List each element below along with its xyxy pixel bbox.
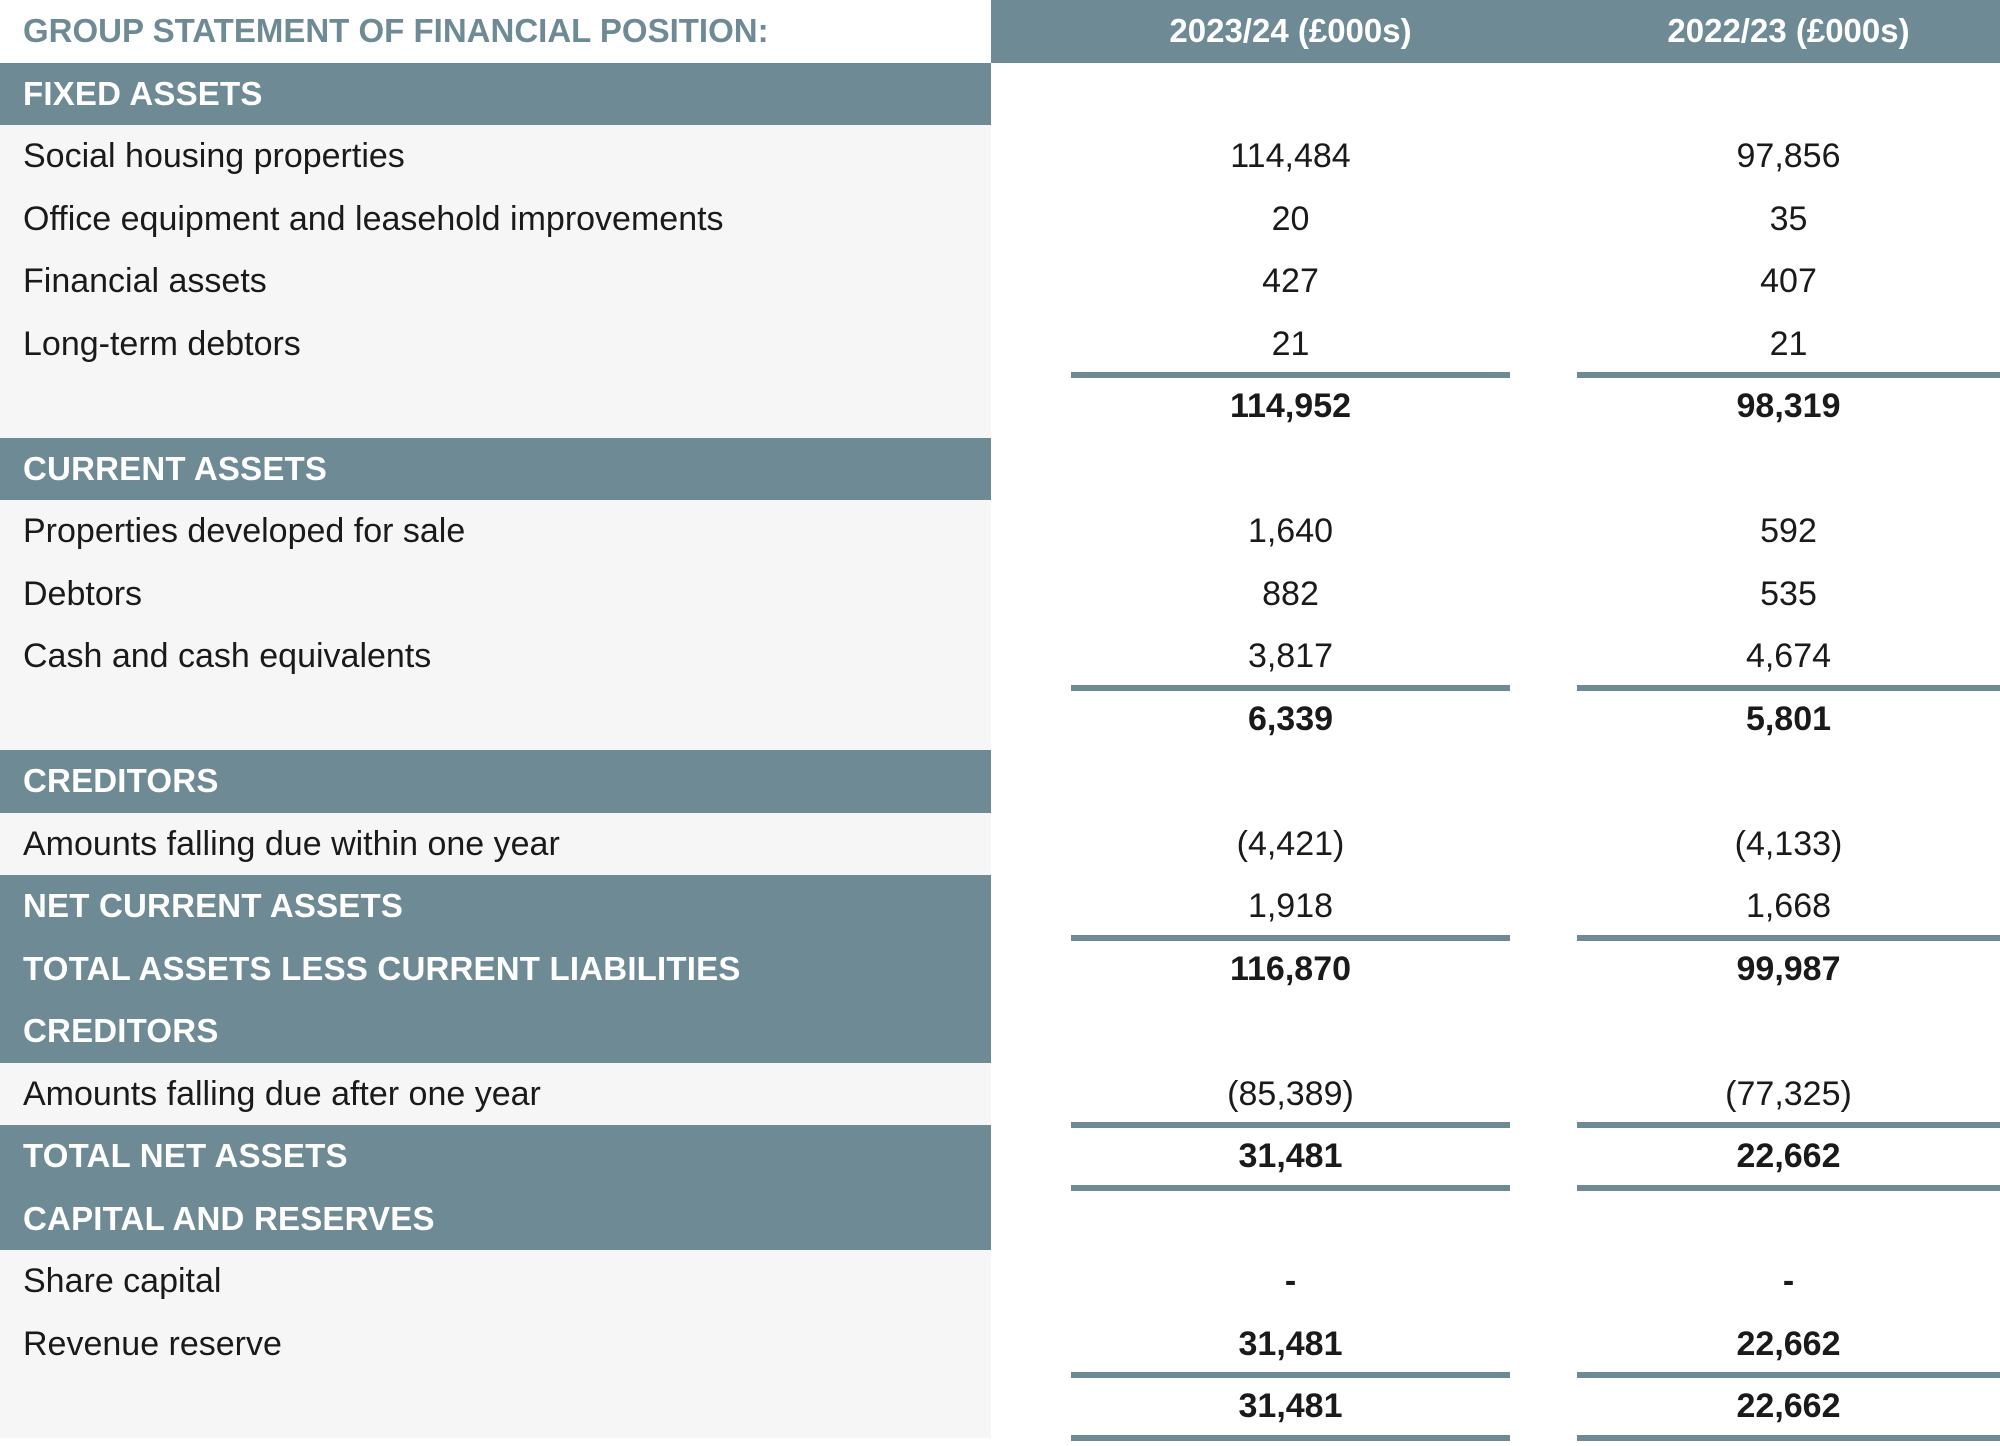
- value-2023-24: 21: [1271, 324, 1310, 363]
- value-2022-23: 407: [1760, 262, 1817, 300]
- value-2023-24: 427: [1262, 262, 1319, 300]
- total-underline: [1577, 935, 2000, 941]
- value-2022-23: [1577, 438, 2000, 501]
- total-underline: [1071, 1372, 1510, 1378]
- value-2023-24: 31,481: [1238, 1387, 1343, 1425]
- total-underline: [1071, 685, 1510, 691]
- value-2022-23: 21: [1769, 324, 1808, 363]
- table-row: [0, 1250, 2000, 1313]
- row-label: [0, 375, 991, 438]
- value-2023-24: 116,870: [1229, 949, 1352, 988]
- row-label: Cash and cash equivalents: [0, 625, 991, 688]
- row-label: Share capital: [0, 1250, 991, 1313]
- table-row: [0, 1000, 2000, 1063]
- table-row: [0, 750, 2000, 813]
- section-heading: CREDITORS: [0, 750, 991, 813]
- value-2023-24: 3,817: [1247, 637, 1334, 675]
- table-row: [0, 563, 2000, 626]
- total-underline: [1577, 1372, 2000, 1378]
- row-label: Revenue reserve: [0, 1313, 991, 1376]
- value-2022-23: 5,801: [1745, 699, 1832, 738]
- value-2022-23: 4,674: [1745, 637, 1832, 675]
- section-heading: NET CURRENT ASSETS: [0, 875, 991, 938]
- table-row: [0, 375, 2000, 438]
- table-row: [0, 250, 2000, 313]
- row-label: [0, 1375, 991, 1438]
- value-2023-24: (85,389): [1227, 1074, 1354, 1113]
- table-row: [0, 688, 2000, 751]
- value-2022-23: 22,662: [1736, 1324, 1841, 1363]
- value-2022-23: (77,325): [1725, 1074, 1852, 1113]
- total-underline: [1071, 1122, 1510, 1128]
- value-2023-24: [1071, 1188, 1510, 1251]
- section-heading: FIXED ASSETS: [0, 63, 991, 126]
- value-2022-23: [1577, 1000, 2000, 1063]
- row-label: [0, 688, 991, 751]
- row-label: Debtors: [0, 563, 991, 626]
- table-row: [0, 1063, 2000, 1126]
- total-underline: [1577, 1435, 2000, 1441]
- column-header-2022-23: 2022/23 (£000s): [1667, 12, 1910, 49]
- value-2023-24: 6,339: [1247, 699, 1334, 738]
- table-row: [0, 1125, 2000, 1188]
- table-row: [0, 813, 2000, 876]
- row-label: Financial assets: [0, 250, 991, 313]
- value-2022-23: 35: [1769, 199, 1808, 238]
- value-2023-24: [1071, 1000, 1510, 1063]
- value-2022-23: 1,668: [1745, 887, 1832, 925]
- table-row: [0, 1188, 2000, 1251]
- value-2022-23: 97,856: [1736, 137, 1841, 175]
- value-2022-23: -: [1782, 1262, 1795, 1300]
- table-row: [0, 188, 2000, 251]
- total-underline: [1577, 685, 2000, 691]
- table-row: [0, 500, 2000, 563]
- value-2023-24: 1,640: [1247, 512, 1334, 550]
- total-underline: [1577, 1122, 2000, 1128]
- value-2022-23: 535: [1760, 574, 1817, 613]
- row-label: Amounts falling due after one year: [0, 1063, 991, 1126]
- table-row: [0, 63, 2000, 126]
- section-heading: TOTAL ASSETS LESS CURRENT LIABILITIES: [0, 938, 991, 1001]
- value-2023-24: 20: [1271, 199, 1310, 238]
- table-row: [0, 875, 2000, 938]
- value-2022-23: 22,662: [1736, 1387, 1841, 1425]
- total-underline: [1071, 1435, 1510, 1441]
- row-label: Office equipment and leasehold improvements: [0, 188, 991, 251]
- table-row: [0, 1313, 2000, 1376]
- total-underline: [1577, 1185, 2000, 1191]
- value-2022-23: 98,319: [1736, 387, 1841, 425]
- value-2022-23: 22,662: [1736, 1137, 1841, 1175]
- value-2023-24: 882: [1262, 574, 1319, 613]
- statement-title: GROUP STATEMENT OF FINANCIAL POSITION:: [0, 0, 991, 63]
- value-2023-24: 31,481: [1238, 1324, 1343, 1363]
- value-2022-23: [1577, 63, 2000, 126]
- value-2023-24: 1,918: [1247, 887, 1334, 925]
- section-heading: CREDITORS: [0, 1000, 991, 1063]
- value-2023-24: [1071, 63, 1510, 126]
- value-2022-23: 592: [1760, 512, 1817, 550]
- value-2023-24: 114,952: [1229, 387, 1352, 425]
- total-underline: [1577, 372, 2000, 378]
- total-underline: [1071, 1185, 1510, 1191]
- table-row: [0, 625, 2000, 688]
- table-row: [0, 125, 2000, 188]
- table-row: [0, 313, 2000, 376]
- value-2023-24: -: [1284, 1262, 1297, 1300]
- value-2022-23: (4,133): [1734, 824, 1843, 863]
- row-label: Social housing properties: [0, 125, 991, 188]
- value-2023-24: 31,481: [1238, 1137, 1343, 1175]
- section-heading: CURRENT ASSETS: [0, 438, 991, 501]
- total-underline: [1071, 372, 1510, 378]
- row-label: Amounts falling due within one year: [0, 813, 991, 876]
- table-row: [0, 1375, 2000, 1438]
- value-2023-24: [1071, 438, 1510, 501]
- total-underline: [1071, 935, 1510, 941]
- value-2022-23: [1577, 750, 2000, 813]
- table-row: [0, 438, 2000, 501]
- value-2022-23: [1577, 1188, 2000, 1251]
- section-heading: CAPITAL AND RESERVES: [0, 1188, 991, 1251]
- value-2023-24: (4,421): [1236, 824, 1345, 863]
- row-label: Properties developed for sale: [0, 500, 991, 563]
- value-2023-24: [1071, 750, 1510, 813]
- table-row: [0, 938, 2000, 1001]
- column-header-2023-24: 2023/24 (£000s): [1169, 12, 1412, 49]
- value-2022-23: 99,987: [1736, 949, 1841, 988]
- value-2023-24: 114,484: [1230, 137, 1351, 175]
- section-heading: TOTAL NET ASSETS: [0, 1125, 991, 1188]
- row-label: Long-term debtors: [0, 313, 991, 376]
